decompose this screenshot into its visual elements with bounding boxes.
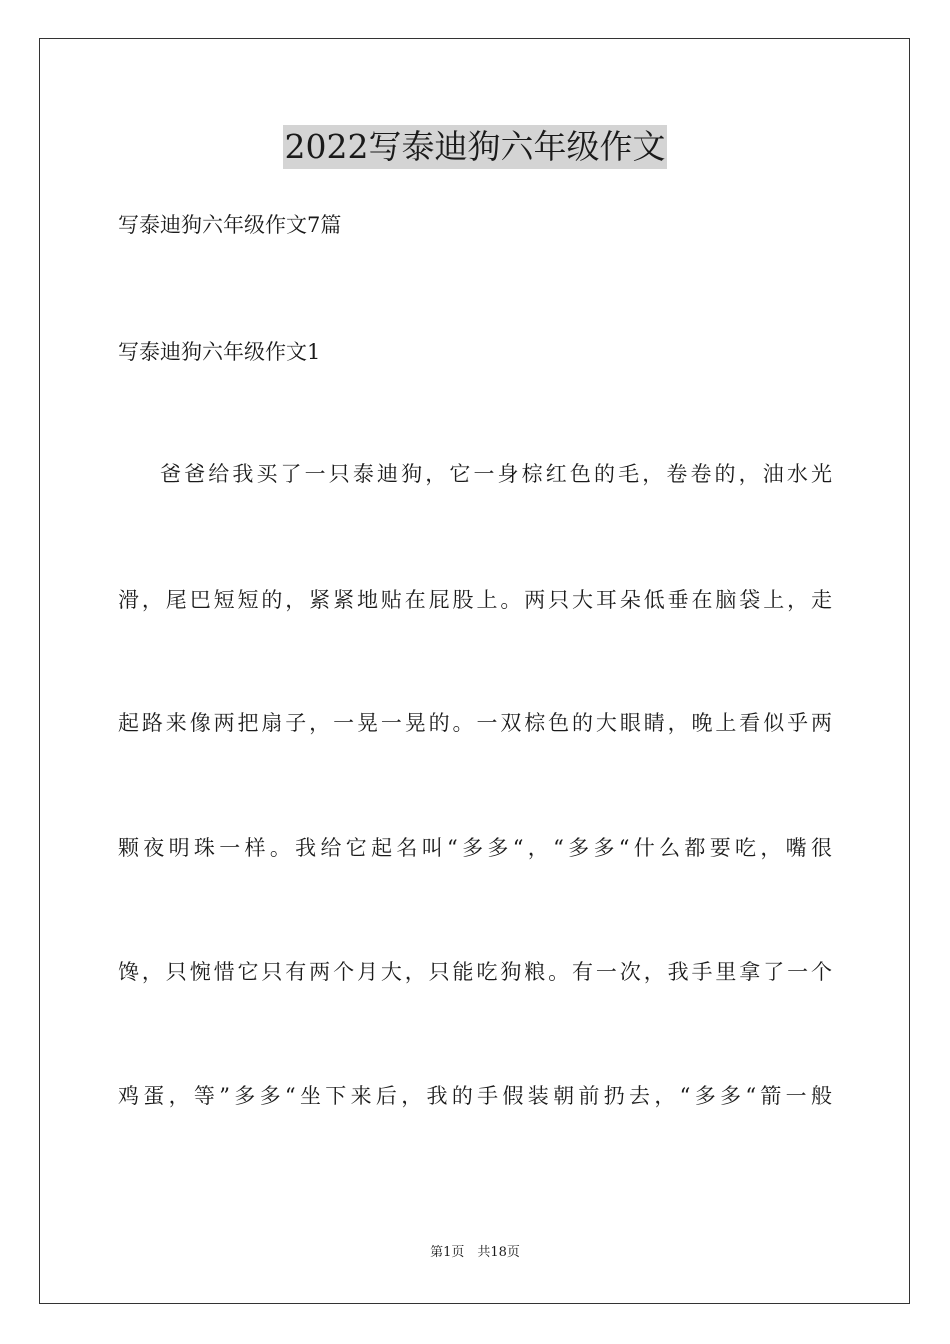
paragraph-line: 鸡蛋，等”多多“坐下来后，我的手假装朝前扔去，“多多“箭一般 bbox=[118, 1084, 832, 1108]
paragraph-line: 滑，尾巴短短的，紧紧地贴在屁股上。两只大耳朵低垂在脑袋上，走 bbox=[118, 588, 832, 612]
page-footer bbox=[0, 1244, 950, 1262]
paragraph-line: 爸爸给我买了一只泰迪狗，它一身棕红色的毛，卷卷的，油水光 bbox=[160, 462, 832, 486]
paragraph-line: 起路来像两把扇子，一晃一晃的。一双棕色的大眼睛，晚上看似乎两 bbox=[118, 711, 832, 735]
section-heading: 写泰迪狗六年级作文1 bbox=[118, 340, 321, 364]
document-title: 2022写泰迪狗六年级作文 bbox=[283, 125, 668, 169]
document-subtitle: 写泰迪狗六年级作文7篇 bbox=[118, 213, 342, 237]
paragraph-line: 馋，只惋惜它只有两个月大，只能吃狗粮。有一次，我手里拿了一个 bbox=[118, 960, 832, 984]
page-number-label: 第1页 共18页 bbox=[430, 1245, 520, 1260]
title-container bbox=[0, 125, 950, 169]
paragraph-line: 颗夜明珠一样。我给它起名叫“多多“，“多多“什么都要吃，嘴很 bbox=[118, 836, 832, 860]
